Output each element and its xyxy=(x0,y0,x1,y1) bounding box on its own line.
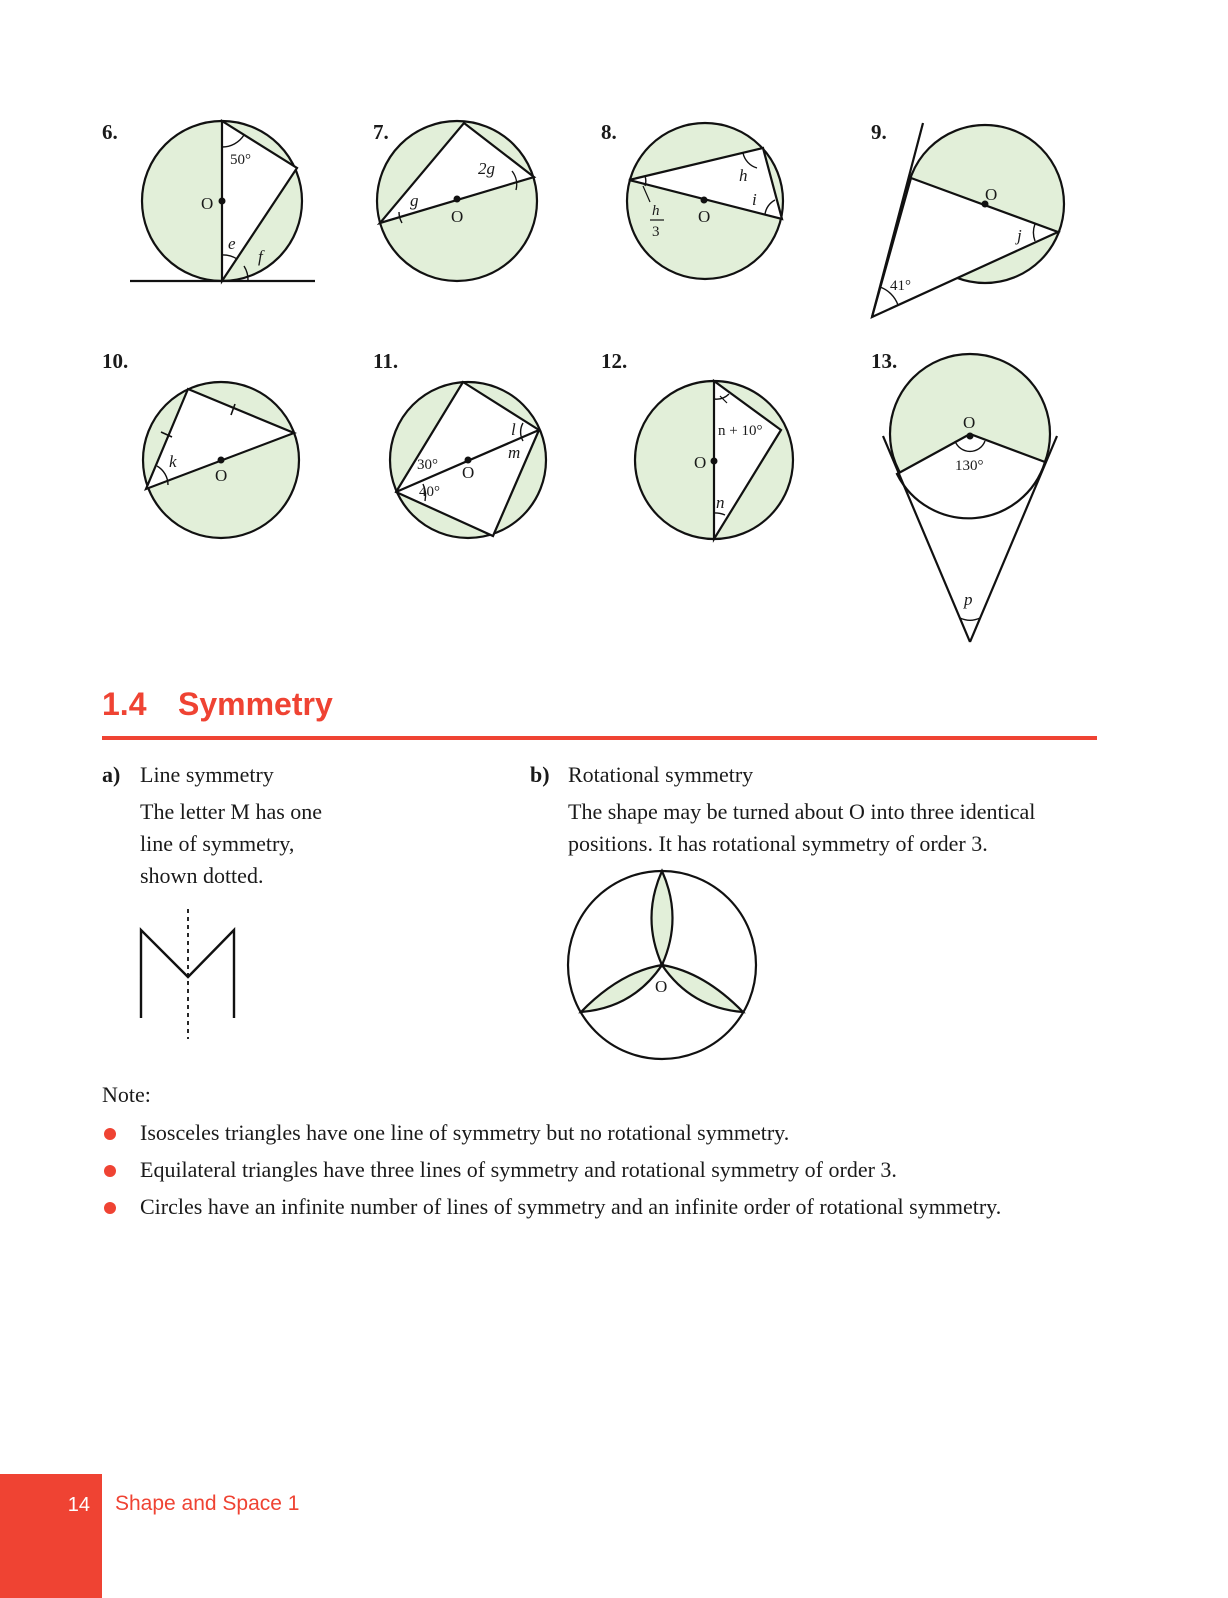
center-label: O xyxy=(451,207,464,226)
bullet-dot xyxy=(104,1202,116,1214)
exercise-number-10: 10. xyxy=(102,349,129,373)
footer-title: Shape and Space 1 xyxy=(115,1492,300,1515)
section-title: Symmetry xyxy=(178,686,333,722)
angle-n-plus-10-label: n + 10° xyxy=(718,423,763,439)
angle-130-label: 130° xyxy=(955,458,984,474)
center-label: O xyxy=(655,977,668,996)
exercise-number-6: 6. xyxy=(102,120,118,144)
circle-figure-11 xyxy=(383,375,558,550)
angle-2g-label: 2g xyxy=(478,159,495,178)
bullet-text: Isosceles triangles have one line of symmetry but no rotational symmetry. xyxy=(140,1120,790,1145)
angle-h-label: h xyxy=(739,166,748,185)
bullet-text: Equilateral triangles have three lines of symmetry and rotational symmetry of order 3. xyxy=(140,1157,897,1182)
circle-figure-12 xyxy=(630,375,805,550)
exercise-number-9: 9. xyxy=(871,120,887,144)
section-number: 1.4 xyxy=(102,686,147,722)
exercise-number-12: 12. xyxy=(601,349,628,373)
angle-m-label: m xyxy=(508,443,521,462)
fraction-numerator: h xyxy=(652,203,660,219)
page-number: 14 xyxy=(67,1494,90,1516)
fraction-denominator: 3 xyxy=(652,224,660,240)
exercise-number-11: 11. xyxy=(373,349,399,373)
rotational-symmetry-figure xyxy=(565,866,765,1066)
exercise-number-7: 7. xyxy=(373,120,389,144)
angle-n-label: n xyxy=(716,493,725,512)
part-a-title: Line symmetry xyxy=(140,762,274,787)
exercise-number-13: 13. xyxy=(871,349,898,373)
angle-i-label: i xyxy=(752,190,757,209)
circle-figure-10 xyxy=(135,375,310,550)
angle-label: 41° xyxy=(890,278,911,294)
angle-40-label: 40° xyxy=(419,484,440,500)
angle-e-label: e xyxy=(228,234,236,253)
letter-m-figure xyxy=(130,905,245,1045)
angle-g-label: g xyxy=(410,191,419,210)
part-b-label: b) xyxy=(530,762,550,787)
part-a-line-1: The letter M has one xyxy=(140,799,323,824)
part-b-title: Rotational symmetry xyxy=(568,762,754,787)
center-label: O xyxy=(694,453,707,472)
section-heading xyxy=(102,686,1097,740)
center-label: O xyxy=(963,413,976,432)
center-label: O xyxy=(462,463,475,482)
angle-j-label: j xyxy=(1017,226,1022,245)
part-a-label: a) xyxy=(102,762,121,787)
exercise-number-8: 8. xyxy=(601,120,617,144)
angle-30-label: 30° xyxy=(417,457,438,473)
bullet-dot xyxy=(104,1165,116,1177)
footer-block xyxy=(0,1474,102,1598)
angle-l-label: l xyxy=(511,420,516,439)
circle-figure-6 xyxy=(120,110,330,300)
bullet-dot xyxy=(104,1128,116,1140)
center-label: O xyxy=(985,185,998,204)
center-label: O xyxy=(698,207,711,226)
angle-label: 50° xyxy=(230,152,251,168)
angle-p-label: p xyxy=(964,590,973,609)
circle-figure-8 xyxy=(615,110,795,290)
angle-f-label: f xyxy=(258,247,263,266)
center-label: O xyxy=(215,466,228,485)
angle-k-label: k xyxy=(169,452,177,471)
circle-figure-9 xyxy=(865,115,1075,325)
part-b-line-2: positions. It has rotational symmetry of order 3. xyxy=(568,831,988,856)
part-a-line-3: shown dotted. xyxy=(140,863,264,888)
part-b-line-1: The shape may be turned about O into three identical xyxy=(568,799,1036,824)
circle-figure-13 xyxy=(875,345,1065,650)
circle-figure-7 xyxy=(370,110,550,290)
bullet-text: Circles have an infinite number of lines of symmetry and an infinite order of rotational symmetry. xyxy=(140,1194,1002,1219)
part-a-line-2: line of symmetry, xyxy=(140,831,295,856)
center-label: O xyxy=(201,194,214,213)
note-heading: Note: xyxy=(102,1082,151,1107)
